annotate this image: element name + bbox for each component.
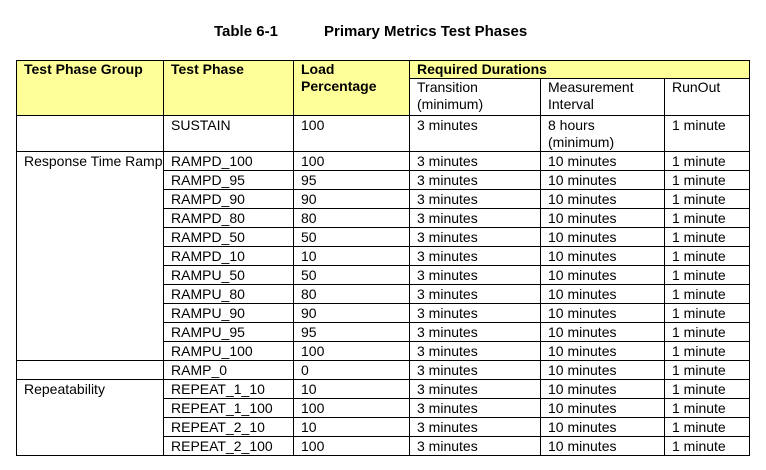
- runout-cell: 1 minute: [665, 399, 750, 418]
- runout-cell: 1 minute: [665, 285, 750, 304]
- header-measurement-interval: Measurement Interval: [541, 79, 665, 116]
- runout-cell: 1 minute: [665, 171, 750, 190]
- measurement-cell: 10 minutes: [541, 380, 665, 399]
- load-cell: 95: [294, 323, 410, 342]
- transition-cell: 3 minutes: [410, 266, 541, 285]
- table-row: [17, 361, 750, 380]
- measurement-cell: 10 minutes: [541, 266, 665, 285]
- load-cell: 0: [294, 361, 410, 380]
- measurement-cell: 10 minutes: [541, 285, 665, 304]
- header-test-phase: Test Phase: [164, 61, 294, 116]
- runout-cell: 1 minute: [665, 190, 750, 209]
- measurement-cell: 10 minutes: [541, 209, 665, 228]
- measurement-cell: 10 minutes: [541, 171, 665, 190]
- load-cell: 80: [294, 285, 410, 304]
- load-cell: 50: [294, 228, 410, 247]
- phase-cell: RAMPD_100: [164, 152, 294, 171]
- phase-cell: RAMPD_90: [164, 190, 294, 209]
- load-cell: 100: [294, 399, 410, 418]
- runout-cell: 1 minute: [665, 323, 750, 342]
- phase-cell: REPEAT_1_100: [164, 399, 294, 418]
- transition-cell: 3 minutes: [410, 116, 541, 152]
- measurement-cell: 10 minutes: [541, 304, 665, 323]
- measurement-cell: 10 minutes: [541, 399, 665, 418]
- runout-cell: 1 minute: [665, 152, 750, 171]
- phase-cell: RAMPU_100: [164, 342, 294, 361]
- transition-cell: 3 minutes: [410, 304, 541, 323]
- runout-cell: 1 minute: [665, 228, 750, 247]
- load-cell: 50: [294, 266, 410, 285]
- transition-cell: 3 minutes: [410, 323, 541, 342]
- table-row: [17, 152, 750, 171]
- table-row: [17, 380, 750, 399]
- measurement-cell: 10 minutes: [541, 342, 665, 361]
- measurement-cell: 10 minutes: [541, 361, 665, 380]
- phase-cell: REPEAT_1_10: [164, 380, 294, 399]
- runout-cell: 1 minute: [665, 342, 750, 361]
- phase-cell: RAMP_0: [164, 361, 294, 380]
- transition-cell: 3 minutes: [410, 190, 541, 209]
- phase-cell: RAMPD_80: [164, 209, 294, 228]
- table-title: Primary Metrics Test Phases: [324, 23, 528, 40]
- measurement-cell: 10 minutes: [541, 152, 665, 171]
- runout-cell: 1 minute: [665, 380, 750, 399]
- measurement-cell: 8 hours (minimum): [541, 116, 665, 152]
- runout-cell: 1 minute: [665, 418, 750, 437]
- table-body: [17, 116, 750, 456]
- transition-cell: 3 minutes: [410, 418, 541, 437]
- table-number: Table 6-1: [214, 23, 278, 40]
- table-header: [17, 61, 750, 116]
- phase-cell: RAMPU_50: [164, 266, 294, 285]
- header-runout: RunOut: [665, 79, 750, 116]
- group-cell: Repeatability: [17, 380, 164, 456]
- phase-cell: REPEAT_2_100: [164, 437, 294, 456]
- measurement-cell: 10 minutes: [541, 437, 665, 456]
- load-cell: 80: [294, 209, 410, 228]
- phase-cell: RAMPD_50: [164, 228, 294, 247]
- test-phases-table: [16, 60, 750, 456]
- runout-cell: 1 minute: [665, 116, 750, 152]
- transition-cell: 3 minutes: [410, 228, 541, 247]
- transition-cell: 3 minutes: [410, 342, 541, 361]
- phase-cell: RAMPU_90: [164, 304, 294, 323]
- runout-cell: 1 minute: [665, 304, 750, 323]
- phase-cell: RAMPU_95: [164, 323, 294, 342]
- group-cell: Response Time Ramp: [17, 152, 164, 361]
- group-cell: [17, 361, 164, 380]
- load-cell: 90: [294, 190, 410, 209]
- measurement-cell: 10 minutes: [541, 190, 665, 209]
- transition-cell: 3 minutes: [410, 361, 541, 380]
- runout-cell: 1 minute: [665, 209, 750, 228]
- phase-cell: RAMPU_80: [164, 285, 294, 304]
- load-cell: 100: [294, 116, 410, 152]
- measurement-cell: 10 minutes: [541, 323, 665, 342]
- header-transition: Transition (minimum): [410, 79, 541, 116]
- runout-cell: 1 minute: [665, 247, 750, 266]
- phase-cell: SUSTAIN: [164, 116, 294, 152]
- runout-cell: 1 minute: [665, 361, 750, 380]
- phase-cell: REPEAT_2_10: [164, 418, 294, 437]
- load-cell: 100: [294, 342, 410, 361]
- transition-cell: 3 minutes: [410, 399, 541, 418]
- transition-cell: 3 minutes: [410, 247, 541, 266]
- table-caption: [0, 20, 766, 44]
- runout-cell: 1 minute: [665, 437, 750, 456]
- load-cell: 10: [294, 418, 410, 437]
- transition-cell: 3 minutes: [410, 380, 541, 399]
- runout-cell: 1 minute: [665, 266, 750, 285]
- load-cell: 100: [294, 152, 410, 171]
- load-cell: 10: [294, 247, 410, 266]
- measurement-cell: 10 minutes: [541, 247, 665, 266]
- load-cell: 100: [294, 437, 410, 456]
- measurement-cell: 10 minutes: [541, 418, 665, 437]
- transition-cell: 3 minutes: [410, 152, 541, 171]
- phase-cell: RAMPD_10: [164, 247, 294, 266]
- load-cell: 10: [294, 380, 410, 399]
- load-cell: 95: [294, 171, 410, 190]
- load-cell: 90: [294, 304, 410, 323]
- transition-cell: 3 minutes: [410, 209, 541, 228]
- transition-cell: 3 minutes: [410, 437, 541, 456]
- header-load-percentage: Load Percentage: [294, 61, 410, 116]
- group-cell: [17, 116, 164, 152]
- transition-cell: 3 minutes: [410, 171, 541, 190]
- phase-cell: RAMPD_95: [164, 171, 294, 190]
- header-required-durations: Required Durations: [410, 61, 750, 79]
- measurement-cell: 10 minutes: [541, 228, 665, 247]
- transition-cell: 3 minutes: [410, 285, 541, 304]
- header-test-phase-group: Test Phase Group: [17, 61, 164, 116]
